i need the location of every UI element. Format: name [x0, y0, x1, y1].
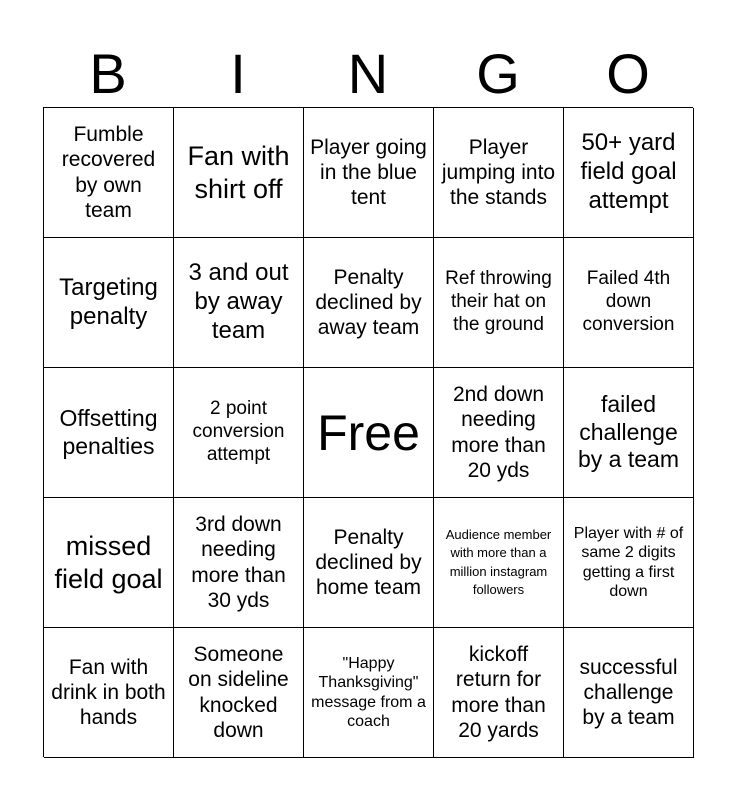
bingo-cell-r5c5[interactable] [564, 628, 694, 758]
bingo-cell-r1c1[interactable] [44, 108, 174, 238]
bingo-cell-r1c2[interactable] [174, 108, 304, 238]
cell-text: "Happy Thanksgiving" message from a coach [311, 655, 426, 730]
bingo-cell-r4c3[interactable] [304, 498, 434, 628]
cell-text: successful challenge by a team [579, 655, 678, 730]
cell-text: Fumble recovered by own team [61, 123, 156, 222]
bingo-cell-r1c4[interactable] [434, 108, 564, 238]
bingo-cell-r2c4[interactable] [434, 238, 564, 368]
cell-text: Someone on sideline knocked down [188, 643, 289, 742]
bingo-cell-r2c1[interactable] [44, 238, 174, 368]
cell-text: Offsetting penalties [59, 404, 158, 459]
bingo-cell-r1c3[interactable] [304, 108, 434, 238]
bingo-cell-r5c1[interactable] [44, 628, 174, 758]
cell-text: Penalty declined by home team [315, 525, 422, 600]
header-letter-i: I [230, 42, 246, 105]
bingo-cell-r5c3[interactable] [304, 628, 434, 758]
cell-text: 3rd down needing more than 30 yds [191, 513, 286, 612]
cell-text: 50+ yard field goal attempt [580, 129, 677, 214]
bingo-header [43, 40, 693, 108]
bingo-cell-r2c2[interactable] [174, 238, 304, 368]
header-letter-n: N [347, 42, 389, 105]
bingo-cell-r2c3[interactable] [304, 238, 434, 368]
cell-text: Audience member with more than a million instagram followers [445, 527, 552, 597]
cell-text: Targeting penalty [59, 273, 158, 330]
cell-text: 2 point conversion attempt [192, 398, 285, 465]
cell-text: Player with # of same 2 digits getting a first down [573, 525, 684, 600]
cell-text: failed challenge by a team [578, 391, 679, 473]
bingo-cell-r4c5[interactable] [564, 498, 694, 628]
bingo-cell-r4c1[interactable] [44, 498, 174, 628]
cell-text: missed field goal [54, 531, 163, 594]
cell-text: Ref throwing their hat on the ground [445, 268, 552, 335]
cell-text: Failed 4th down conversion [582, 268, 675, 335]
cell-text: Fan with shirt off [187, 141, 290, 204]
bingo-cell-r5c4[interactable] [434, 628, 564, 758]
free-space-text: Free [317, 404, 420, 461]
cell-text: Player jumping into the stands [441, 135, 556, 210]
cell-text: Player going in the blue tent [310, 135, 427, 210]
cell-text: kickoff return for more than 20 yards [451, 643, 546, 742]
cell-text: 3 and out by away team [188, 259, 289, 344]
bingo-cell-r3c2[interactable] [174, 368, 304, 498]
cell-text: 2nd down needing more than 20 yds [451, 383, 546, 482]
header-letter-b: B [89, 42, 127, 105]
bingo-cell-free[interactable] [304, 368, 434, 498]
bingo-grid [43, 107, 693, 757]
bingo-cell-r4c4[interactable] [434, 498, 564, 628]
bingo-cell-r2c5[interactable] [564, 238, 694, 368]
bingo-cell-r3c4[interactable] [434, 368, 564, 498]
bingo-cell-r5c2[interactable] [174, 628, 304, 758]
cell-text: Fan with drink in both hands [51, 655, 166, 730]
cell-text: Penalty declined by away team [315, 265, 422, 340]
bingo-cell-r3c5[interactable] [564, 368, 694, 498]
bingo-cell-r1c5[interactable] [564, 108, 694, 238]
bingo-cell-r4c2[interactable] [174, 498, 304, 628]
header-letter-g: G [476, 42, 520, 105]
bingo-cell-r3c1[interactable] [44, 368, 174, 498]
header-letter-o: O [606, 42, 650, 105]
